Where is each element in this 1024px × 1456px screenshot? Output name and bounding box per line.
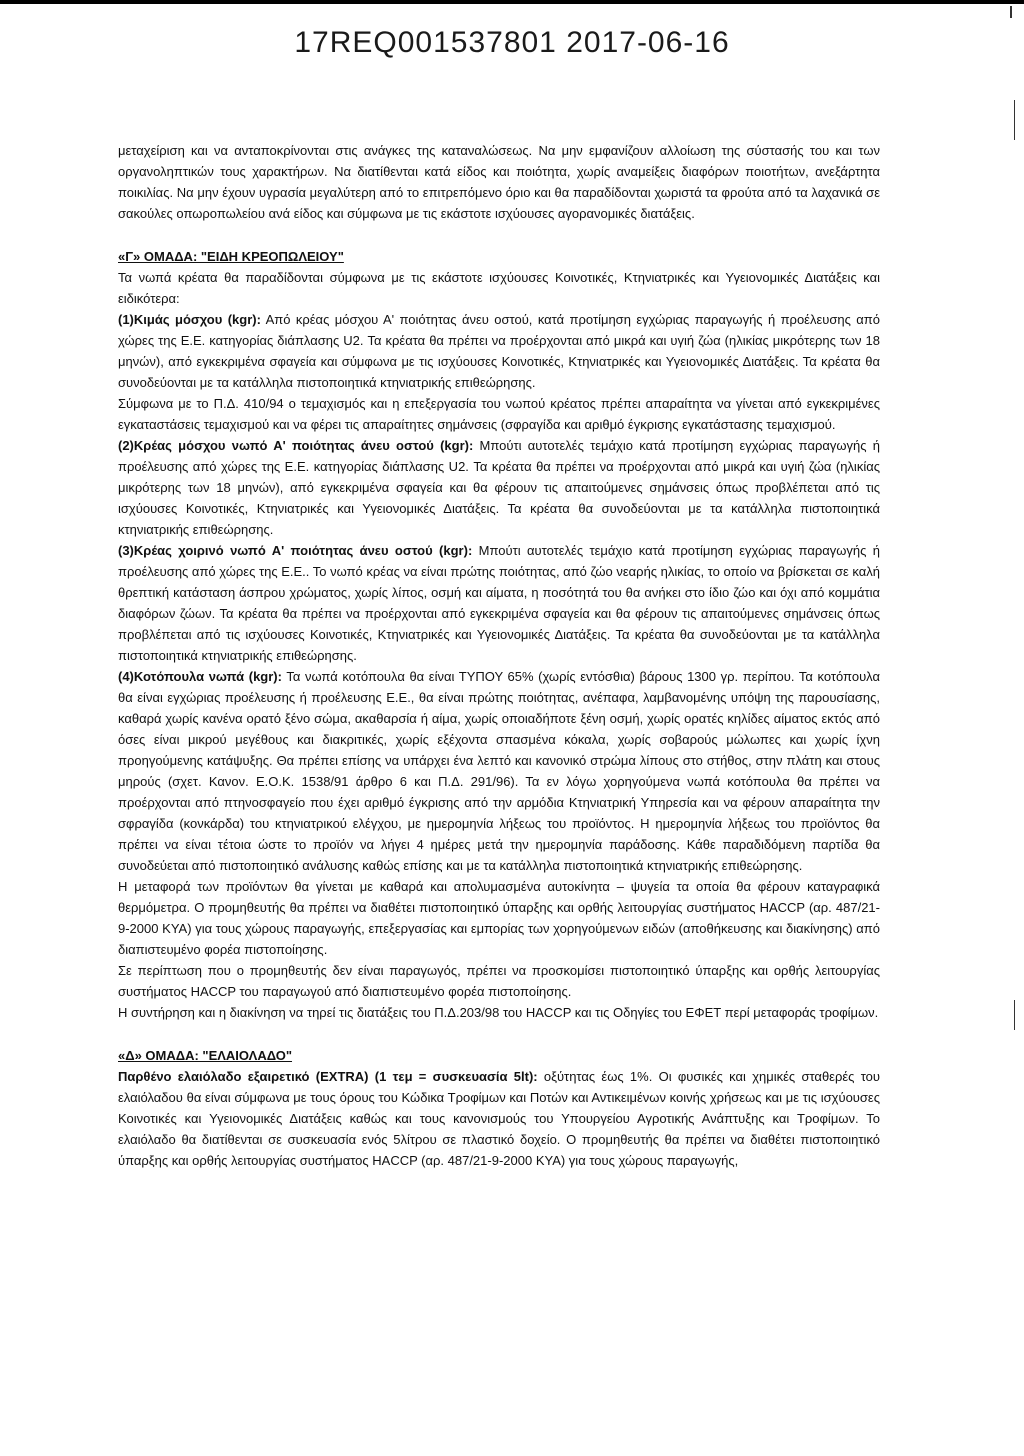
transport-paragraph: Η μεταφορά των προϊόντων θα γίνεται με καθαρά και απολυμασμένα αυτοκίνητα – ψυγεία τα οποία θα φέρουν καταγραφικά θερμόμετρα. Ο προμηθευτής θα πρέπει να διαθέτει πιστοποιητικό ύπαρξης και ορθής λειτουργίας συστήματος HACCP (αρ. 487/21-9-2000 ΚΥΑ) για τους χώρους παραγωγής, επεξεργασίας και εμπορίας των χορηγούμενων ειδών (αποθήκευσης και διακίνησης) από διαπιστευμένο φορέα πιστοποίησης.: [118, 879, 880, 957]
olive-oil-text: οξύτητας έως 1%. Οι φυσικές και χημικές σταθερές του ελαιόλαδου θα είναι σύμφωνα με τους όρους του Κώδικα Τροφίμων και Ποτών και Αντικειμένων κοινής χρήσεως και με τις ισχύουσες Κοινοτικές και Υγειονομικές Διατάξεις καθώς και τους κανονισμούς του Υπουργείου Αγροτικής Ανάπτυξης και Τροφίμων. Το ελαιόλαδο θα διατίθενται σε συσκευασία ενός 5λίτρου σε πλαστικό δοχείο. Ο προμηθευτής θα πρέπει να διαθέτει πιστοποιητικό ύπαρξης και ορθής λειτουργίας συστήματος HACCP (αρ. 487/21-9-2000 ΚΥΑ) για τους χώρους παραγωγής,: [118, 1069, 880, 1168]
section-heading-group-d: «Δ» ΟΜΑΔΑ: "ΕΛΑΙΟΛΑΔΟ": [118, 1048, 293, 1063]
maintenance-paragraph: Η συντήρηση και η διακίνηση να τηρεί τις διατάξεις του Π.Δ.203/98 του HACCP και τις Οδηγίες του ΕΦΕΤ περί μεταφοράς τροφίμων.: [118, 1005, 879, 1020]
item-2-text: Μπούτι αυτοτελές τεμάχιο κατά προτίμηση εγχώριας παραγωγής ή προέλευσης από χώρες της Ε.Ε. κατηγορίας διάπλασης U2. Τα κρέατα θα πρέπει να προέρχονται από μικρά και υγιή ζώα (ηλικίας μικρότερης των 18 μηνών), από εγκεκριμένα σφαγεία και θα φέρουν τις απαιτούμενες σημάνσεις όπως προβλέπεται από τις ισχύουσες Κοινοτικές, Κτηνιατρικές και Υγειονομικές Διατάξεις. Τα κρέατα θα συνοδεύονται με τα κατάλληλα πιστοποιητικά κτηνιατρικής επιθεώρησης.: [118, 438, 880, 537]
scan-top-border: [0, 0, 1024, 4]
item-1-text: Από κρέας μόσχου Α' ποιότητας άνευ οστού, κατά προτίμηση εγχώριας παραγωγής ή προέλευσης από χώρες της Ε.Ε. κατηγορίας διάπλασης U2. Τα κρέατα θα πρέπει να προέρχονται από μικρά και υγιή ζώα (ηλικίας μικρότερης των 18 μηνών), από εγκεκριμένα σφαγεία και σύμφωνα με τις ισχύουσες Κοινοτικές, Κτηνιατρικές και Υγειονομικές Διατάξεις. Τα κρέατα θα συνοδεύονται με τα κατάλληλα πιστοποιητικά κτηνιατρικής επιθεώρησης.: [118, 312, 881, 390]
item-3-text: Μπούτι αυτοτελές τεμάχιο κατά προτίμηση εγχώριας παραγωγής ή προέλευσης από χώρες της Ε.Ε.. Το νωπό κρέας να είναι πρώτης ποιότητας, από ζώο νεαρής ηλικίας, το οποίο να βρίσκεται σε καλή θρεπτική κατάσταση άσπρου χρώματος, χωρίς λίπος, οσμή και αίματα, η ποσότητά του θα ανήκει στο ίδιο ζώο και όχι από κομμάτια διαφόρων ζώων. Τα κρέατα θα πρέπει να προέρχονται από εγκεκριμένα σφαγεία και θα φέρουν τις απαιτούμενες σημάνσεις όπως προβλέπεται από τις ισχύουσες Κοινοτικές, Κτηνιατρικές και Υγειονομικές Διατάξεις. Τα κρέατα θα συνοδεύονται με τα κατάλληλα πιστοποιητικά κτηνιατρικής επιθεώρησης.: [118, 543, 881, 663]
continuation-paragraph: μεταχείριση και να ανταποκρίνονται στις ανάγκες της καταναλώσεως. Να μην εμφανίζουν αλλοίωση της σύστασής του και των οργανοληπτικών τους χαρακτήρων. Να διατίθενται κατά είδος και ποιότητα, χωρίς αναμείξεις διαφόρων ποιοτήτων, ανεξάρτητα ποικιλίας. Να μην έχουν υγρασία μεγαλύτερη από το επιτρεπόμενο όριο και θα παραδίδονται χωριστά τα φρούτα από τα λαχανικά σε σακούλες οπωροπωλείου ανά είδος και σύμφωνα με τις εκάστοτε ισχύουσες αγορανομικές διατάξεις.: [118, 143, 880, 221]
item-3-title: (3)Κρέας χοιρινό νωπό Α' ποιότητας άνευ οστού (kgr):: [118, 543, 473, 558]
item-1-paragraph: [118, 309, 880, 393]
document-id: 17REQ001537801 2017-06-16: [294, 26, 730, 59]
section-heading-group-g: «Γ» ΟΜΑΔΑ: "ΕΙΔΗ ΚΡΕΟΠΩΛΕΙΟΥ": [118, 249, 344, 264]
scan-margin-mark: [1014, 100, 1015, 140]
document-body: [118, 140, 880, 1171]
scan-margin-mark: [1010, 6, 1012, 18]
item-1-note: Σύμφωνα με το Π.Δ. 410/94 ο τεμαχισμός και η επεξεργασία του νωπού κρέατος πρέπει απαραίτητα να γίνεται από εγκεκριμένες εγκαταστάσεις τεμαχισμού και να φέρει τις απαραίτητες σημάνσεις (σφραγίδα και αριθμό έγκρισης εγκατάστασης τεμαχισμού.: [118, 396, 880, 432]
item-4-paragraph: [118, 666, 880, 876]
item-4-text: Τα νωπά κοτόπουλα θα είναι ΤΥΠΟΥ 65% (χωρίς εντόσθια) βάρους 1300 γρ. περίπου. Τα κοτόπουλα θα είναι εγχώριας προέλευσης ή προέλευσης Ε.Ε., θα είναι πρώτης ποιότητας, ανέπαφα, λαμβανομένης υπόψη της παρουσίασης, καθαρά χωρίς κανένα ορατό ξένο σώμα, ακαθαρσία ή αίμα, χωρίς οποιαδήποτε ξένη οσμή, χωρίς ορατές κηλίδες αίματος εκτός από όσες είναι μικρού μεγέθους και διακριτικές, χωρίς εξέχοντα σπασμένα κόκαλα, χωρίς σοβαρούς μώλωπες και χωρίς ίχνη προηγούμενης κατάψυξης. Θα πρέπει επίσης να υπάρχει ένα λεπτό και κανονικό στρώμα λίπους στο στήθος, στην πλάτη και στους μηρούς (σχετ. Κανον. Ε.Ο.Κ. 1538/91 άρθρο 6 και Π.Δ. 291/96). Τα εν λόγω χορηγούμενα νωπά κοτόπουλα θα πρέπει να προέρχονται από πτηνοσφαγείο που έχει αριθμό έγκρισης από την αρμόδια Κτηνιατρική Υπηρεσία και να φέρουν απαραίτητα την σφραγίδα (κονκάρδα) του κτηνιατρικού ελέγχου, με ημερομηνία λήξεως του προϊόντος. Η ημερομηνία λήξεως του προϊόντος θα πρέπει να είναι τέτοια ώστε το προϊόν να λήγει 4 ημέρες μετά την ημερομηνία παράδοσης. Κάθε παραδιδόμενη παρτίδα θα συνοδεύεται από πιστοποιητικό ανάλυσης καθώς επίσης και με τα κατάλληλα πιστοποιητικά κτηνιατρικής επιθεώρησης.: [118, 669, 880, 873]
group-g-intro: Τα νωπά κρέατα θα παραδίδονται σύμφωνα με τις εκάστοτε ισχύουσες Κοινοτικές, Κτηνιατρικές και Υγειονομικές Διατάξεις και ειδικότερα:: [118, 270, 880, 306]
item-1-title: (1)Κιμάς μόσχου (kgr):: [118, 312, 261, 327]
olive-oil-paragraph: [118, 1066, 880, 1171]
item-2-title: (2)Κρέας μόσχου νωπό Α' ποιότητας άνευ οστού (kgr):: [118, 438, 474, 453]
reseller-paragraph: Σε περίπτωση που ο προμηθευτής δεν είναι παραγωγός, πρέπει να προσκομίσει πιστοποιητικό ύπαρξης και ορθής λειτουργίας συστήματος HACCP του παραγωγού από διαπιστευμένο φορέα πιστοποίησης.: [118, 963, 880, 999]
scan-margin-mark: [1014, 1000, 1015, 1030]
olive-oil-title: Παρθένο ελαιόλαδο εξαιρετικό (EXTRA) (1 τεμ = συσκευασία 5lt):: [118, 1069, 538, 1084]
item-2-paragraph: [118, 435, 880, 540]
item-4-title: (4)Κοτόπουλα νωπά (kgr):: [118, 669, 282, 684]
item-3-paragraph: [118, 540, 880, 666]
